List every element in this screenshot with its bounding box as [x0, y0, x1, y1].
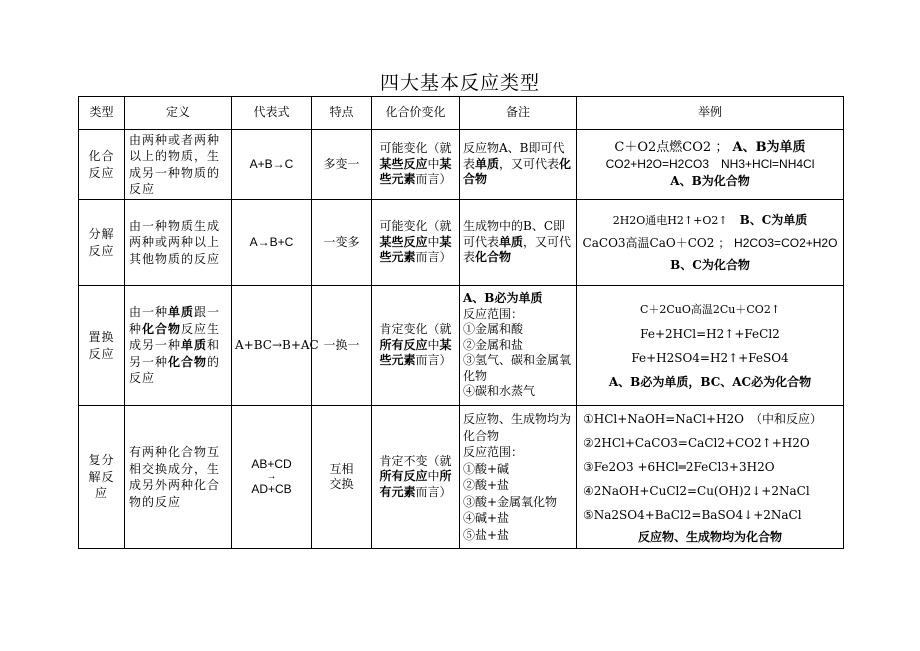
- row-example: [577, 200, 844, 286]
- row-type: 复分解反应: [79, 406, 125, 549]
- example-summary: B、C为化合物: [670, 258, 750, 272]
- row-feature: 一变多: [312, 200, 372, 286]
- row-example: [577, 286, 844, 406]
- row-valence: 可能变化（就某些反应中某些元素而言）: [372, 200, 460, 286]
- row-note: 生成物中的B、C即可代表单质，又可代表化合物: [460, 200, 577, 286]
- example-line: ③Fe2O3 +6HCl═2FeCl3+3H2O: [583, 460, 775, 474]
- row-feature: 多变一: [312, 130, 372, 200]
- example-summary: 反应物、生成物均为化合物: [637, 530, 782, 544]
- note-head: A、B必为单质: [463, 291, 543, 306]
- note-line: ②金属和盐: [463, 337, 524, 352]
- row-note: [460, 406, 577, 549]
- row-feature: 互相交换: [312, 406, 372, 549]
- row-definition: 有两种化合物互相交换成分，生成另外两种化合物的反应: [125, 406, 232, 549]
- note-line: ①酸+碱: [463, 461, 510, 476]
- row-type: 化合反应: [79, 130, 125, 200]
- row-formula: AB+CD → AD+CB: [232, 406, 312, 549]
- example-line: ②2HCl+CaCO3=CaCl2+CO2↑+H2O: [583, 436, 810, 450]
- header-formula: 代表式: [232, 97, 312, 130]
- row-type: 分解反应: [79, 200, 125, 286]
- note-line: ①金属和酸: [463, 322, 524, 337]
- table-header-row: [79, 97, 844, 130]
- row-formula: A→B+C: [232, 200, 312, 286]
- note-line: ③酸+金属氧化物: [463, 494, 558, 509]
- table-row: [79, 200, 844, 286]
- table-row: [79, 286, 844, 406]
- note-line: ④碱+盐: [463, 511, 510, 525]
- example-line: ①HCl+NaOH=NaCl+H2O （中和反应）: [583, 412, 822, 426]
- table-row: [79, 406, 844, 549]
- note-line: ②酸+盐: [463, 478, 510, 492]
- example-summary: A、B必为单质，BC、AC必为化合物: [608, 374, 812, 389]
- example-line: ⑤Na2SO4+BaCl2=BaSO4↓+2NaCl: [583, 508, 802, 522]
- row-formula: A+B→C: [232, 130, 312, 200]
- header-feature: 特点: [312, 97, 372, 130]
- row-example: [577, 406, 844, 549]
- note-line: ⑤盐+盐: [463, 527, 510, 542]
- table-row: [79, 130, 844, 200]
- row-example: [577, 130, 844, 200]
- header-example: 举例: [577, 97, 844, 130]
- header-valence: 化合价变化: [372, 97, 460, 130]
- example-summary: A、B为化合物: [670, 174, 750, 188]
- row-valence: 肯定不变（就所有反应中所有元素而言）: [372, 406, 460, 549]
- row-note: [460, 286, 577, 406]
- example-line: CO2+H2O=H2CO3 NH3+HCl=NH4Cl: [605, 157, 815, 171]
- row-feature: 一换一: [312, 286, 372, 406]
- example-line: ④2NaOH+CuCl2=Cu(OH)2↓+2NaCl: [583, 484, 810, 498]
- row-formula: A+BC→B+AC: [232, 286, 312, 406]
- row-valence: 可能变化（就某些反应中某些元素而言）: [372, 130, 460, 200]
- page-title: 四大基本反应类型: [379, 72, 540, 94]
- example-line: 2H2O通电H2↑+O2↑ B、C为单质: [612, 213, 808, 227]
- row-definition: 由两种或者两种以上的物质，生成另一种物质的反应: [125, 130, 232, 200]
- row-definition: 由一种物质生成两种或两种以上其他物质的反应: [125, 200, 232, 286]
- note-line: ④碳和水蒸气: [463, 384, 536, 399]
- example-line: Fe+2HCl=H2↑+FeCl2: [640, 326, 780, 341]
- example-line: Fe+H2SO4=H2↑+FeSO4: [631, 350, 789, 365]
- example-line: C＋O2点燃CO2 ； A、B为单质: [614, 140, 806, 155]
- row-definition: 由一种单质跟一种化合物反应生成另一种单质和另一种化合物的反应: [125, 286, 232, 406]
- header-type: 类型: [79, 97, 125, 130]
- row-valence: 肯定变化（就所有反应中某些元素而言）: [372, 286, 460, 406]
- note-line: 反应范围：: [463, 306, 524, 321]
- row-type: 置换反应: [79, 286, 125, 406]
- header-note: 备注: [460, 97, 577, 130]
- note-line: 反应范围：: [463, 445, 524, 459]
- note-line: 反应物、生成物均为化合物: [463, 412, 572, 443]
- reaction-types-table: [78, 96, 844, 549]
- note-line: ③氢气、碳和金属氧化物: [463, 353, 572, 383]
- example-line: CaCO3高温CaO＋CO2 ； H2CO3=CO2+H2O: [582, 236, 838, 250]
- row-note: 反应物A、B即可代表单质，又可代表化合物: [460, 130, 577, 200]
- example-line: C＋2CuO高温2Cu＋CO2↑: [639, 302, 781, 316]
- header-definition: 定义: [125, 97, 232, 130]
